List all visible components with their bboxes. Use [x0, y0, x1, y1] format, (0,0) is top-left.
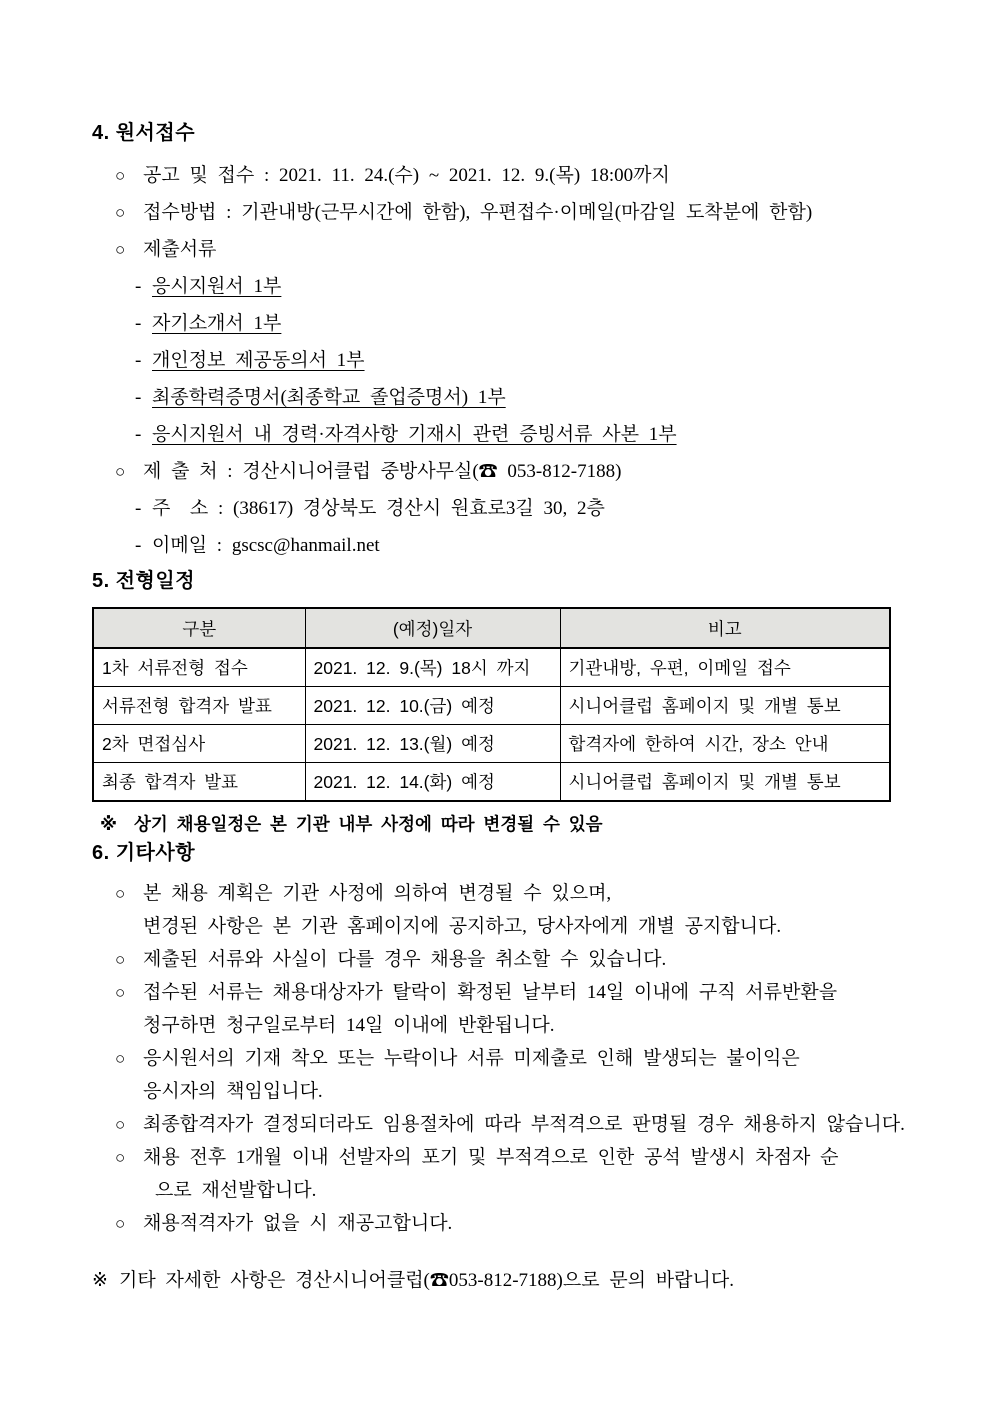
dash-bullet: -	[135, 424, 142, 445]
reference-mark: ※	[92, 1270, 108, 1291]
schedule-note-text: 상기 채용일정은 본 기관 내부 사정에 따라 변경될 수 있음	[134, 814, 603, 834]
doc-list-item	[92, 379, 906, 416]
cell-category: 최종 합격자 발표	[93, 763, 305, 802]
list-item-continuation	[92, 910, 906, 943]
cell-date: 2021. 12. 14.(화) 예정	[305, 763, 560, 802]
cell-remarks: 시니어클럽 홈페이지 및 개별 통보	[560, 763, 890, 802]
list-item	[92, 943, 906, 976]
circle-bullet: ○	[115, 1214, 126, 1233]
list-item-text: 제출서류	[143, 239, 217, 260]
circle-bullet: ○	[115, 462, 126, 481]
section-5-title: 5. 전형일정	[92, 570, 196, 592]
list-item	[92, 1108, 906, 1141]
doc-item-text: 자기소개서 1부	[152, 313, 282, 334]
circle-bullet: ○	[115, 1049, 126, 1068]
schedule-note	[100, 811, 906, 836]
circle-bullet: ○	[115, 950, 126, 969]
list-item-text: 변경된 사항은 본 기관 홈페이지에 공지하고, 당사자에게 개별 공지합니다.	[143, 916, 782, 937]
list-item	[92, 157, 906, 194]
circle-bullet: ○	[115, 1115, 126, 1134]
list-item-text: 응시자의 책임입니다.	[143, 1081, 323, 1102]
cell-date: 2021. 12. 10.(금) 예정	[305, 687, 560, 725]
list-item-text: 채용 전후 1개월 이내 선발자의 포기 및 부적격으로 인한 공석 발생시 차점자 순	[143, 1147, 839, 1168]
doc-list-item	[92, 268, 906, 305]
list-item-text: 채용적격자가 없을 시 재공고합니다.	[143, 1213, 453, 1234]
col-header-remarks: 비고	[560, 608, 890, 648]
table-row	[93, 687, 890, 725]
list-item-continuation	[92, 1174, 906, 1207]
table-row	[93, 648, 890, 687]
table-header-row	[93, 608, 890, 648]
list-item	[92, 877, 906, 910]
dash-bullet: -	[135, 276, 142, 297]
contact-note-text: 기타 자세한 사항은 경산시니어클럽(☎053-812-7188)으로 문의 바랍니다.	[119, 1270, 734, 1291]
submit-sub-item	[92, 490, 906, 527]
circle-bullet: ○	[115, 240, 126, 259]
cell-category: 1차 서류전형 접수	[93, 648, 305, 687]
schedule-table-head	[93, 608, 890, 648]
list-item-text: 응시원서의 기재 착오 또는 누락이나 서류 미제출로 인해 발생되는 불이익은	[143, 1048, 800, 1069]
table-row	[93, 763, 890, 802]
circle-bullet: ○	[115, 884, 126, 903]
doc-list-item	[92, 342, 906, 379]
schedule-table	[92, 607, 891, 802]
section-4-title: 4. 원서접수	[92, 122, 196, 144]
dash-bullet: -	[135, 313, 142, 334]
list-item	[92, 1207, 906, 1240]
circle-bullet: ○	[115, 1148, 126, 1167]
schedule-table-body	[93, 648, 890, 801]
doc-item-text: 최종학력증명서(최종학교 졸업증명서) 1부	[152, 387, 506, 408]
circle-bullet: ○	[115, 203, 126, 222]
email-text: 이메일 : gscsc@hanmail.net	[152, 535, 380, 556]
submit-sub-item	[92, 527, 906, 564]
list-item-text: 접수방법 : 기관내방(근무시간에 한함), 우편접수·이메일(마감일 도착분에 한함)	[143, 202, 813, 223]
submit-address-item	[92, 453, 906, 490]
section-application	[92, 116, 906, 564]
cell-date: 2021. 12. 9.(목) 18시 까지	[305, 648, 560, 687]
list-item	[92, 976, 906, 1009]
list-item-text: 접수된 서류는 채용대상자가 탈락이 확정된 날부터 14일 이내에 구직 서류반환을	[143, 982, 838, 1003]
circle-bullet: ○	[115, 166, 126, 185]
cell-date: 2021. 12. 13.(월) 예정	[305, 725, 560, 763]
dash-bullet: -	[135, 387, 142, 408]
doc-item-text: 응시지원서 내 경력·자격사항 기재시 관련 증빙서류 사본 1부	[152, 424, 677, 445]
dash-bullet: -	[135, 535, 142, 556]
col-header-category: 구분	[93, 608, 305, 648]
list-item-text: 최종합격자가 결정되더라도 임용절차에 따라 부적격으로 판명될 경우 채용하지 않습니다.	[143, 1114, 905, 1135]
dash-bullet: -	[135, 350, 142, 371]
address-text: 주 소 : (38617) 경상북도 경산시 원효로3길 30, 2층	[152, 498, 605, 519]
circle-bullet: ○	[115, 983, 126, 1002]
list-item-text: 공고 및 접수 : 2021. 11. 24.(수) ~ 2021. 12. 9.(목) 18:00까지	[143, 165, 670, 186]
list-item-text: 제출된 서류와 사실이 다를 경우 채용을 취소할 수 있습니다.	[143, 949, 667, 970]
list-item-text: 청구하면 청구일로부터 14일 이내에 반환됩니다.	[143, 1015, 555, 1036]
dash-bullet: -	[135, 498, 142, 519]
section-6-title: 6. 기타사항	[92, 842, 196, 864]
submit-address-text: 제 출 처 : 경산시니어클럽 중방사무실(☎ 053-812-7188)	[143, 461, 622, 482]
reference-mark: ※	[100, 814, 118, 834]
contact-note	[92, 1269, 906, 1293]
cell-remarks: 기관내방, 우편, 이메일 접수	[560, 648, 890, 687]
doc-item-text: 개인정보 제공동의서 1부	[152, 350, 365, 371]
section-miscellaneous	[92, 836, 906, 1240]
list-item	[92, 1042, 906, 1075]
list-item	[92, 194, 906, 231]
col-header-date: (예정)일자	[305, 608, 560, 648]
list-item-text: 으로 재선발합니다.	[155, 1180, 317, 1201]
list-item	[92, 231, 906, 268]
list-item	[92, 1141, 906, 1174]
cell-remarks: 시니어클럽 홈페이지 및 개별 통보	[560, 687, 890, 725]
cell-category: 서류전형 합격자 발표	[93, 687, 305, 725]
section-schedule	[92, 564, 906, 836]
cell-category: 2차 면접심사	[93, 725, 305, 763]
cell-remarks: 합격자에 한하여 시간, 장소 안내	[560, 725, 890, 763]
list-item-continuation	[92, 1009, 906, 1042]
table-row	[93, 725, 890, 763]
doc-list-item	[92, 305, 906, 342]
list-item-continuation	[92, 1075, 906, 1108]
doc-item-text: 응시지원서 1부	[152, 276, 282, 297]
list-item-text: 본 채용 계획은 기관 사정에 의하여 변경될 수 있으며,	[143, 883, 612, 904]
schedule-table-wrap	[92, 607, 906, 802]
doc-list-item	[92, 416, 906, 453]
